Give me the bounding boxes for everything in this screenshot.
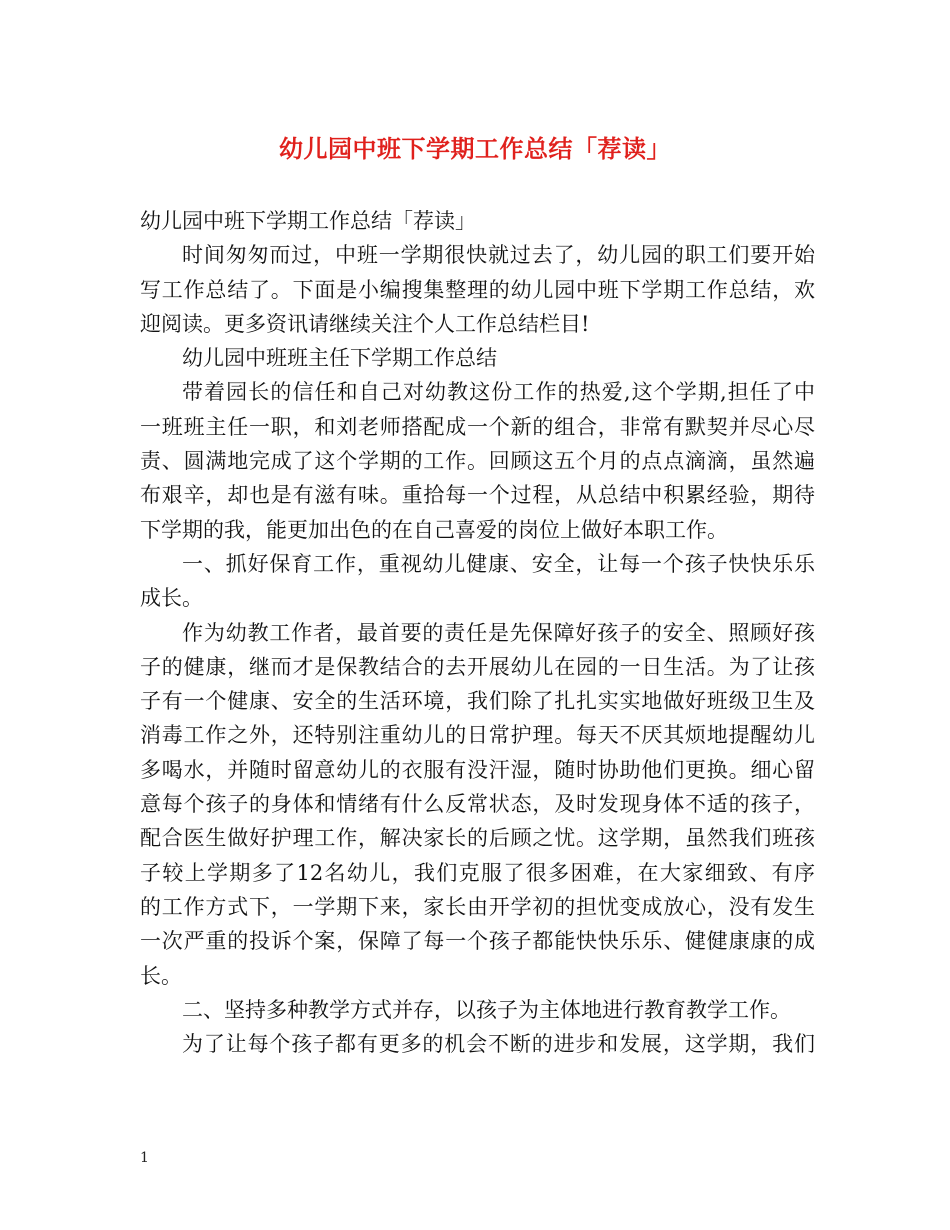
paragraph-line: 子有一个健康、安全的生活环境，我们除了扎扎实实地做好班级卫生及 [140, 689, 815, 714]
paragraph-line: 布艰辛，却也是有滋有味。重拾每一个过程，从总结中积累经验，期待 [140, 483, 815, 508]
section-heading-line: 成长。 [140, 586, 203, 611]
paragraph-line: 的工作方式下，一学期下来，家长由开学初的担忧变成放心，没有发生 [140, 894, 815, 919]
paragraph-line: 子的健康，继而才是保教结合的去开展幼儿在园的一日生活。为了让孩 [140, 654, 815, 679]
subtitle-line: 幼儿园中班下学期工作总结「荐读」 [140, 209, 476, 233]
paragraph-line: 时间匆匆而过，中班一学期很快就过去了，幼儿园的职工们要开始 [182, 243, 815, 268]
section-heading-line: 幼儿园中班班主任下学期工作总结 [182, 346, 497, 371]
paragraph-line: 下学期的我，能更加出色的在自己喜爱的岗位上做好本职工作。 [140, 517, 728, 542]
paragraph-line: 意每个孩子的身体和情绪有什么反常状态，及时发现身体不适的孩子， [140, 792, 815, 817]
paragraph-line: 为了让每个孩子都有更多的机会不断的进步和发展，这学期，我们 [182, 1032, 815, 1057]
paragraph-line: 带着园长的信任和自己对幼教这份工作的热爱,这个学期,担任了中 [182, 380, 815, 405]
paragraph-line: 一次严重的投诉个案，保障了每一个孩子都能快快乐乐、健健康康的成 [140, 929, 815, 954]
paragraph-line: 写工作总结了。下面是小编搜集整理的幼儿园中班下学期工作总结，欢 [140, 277, 815, 302]
paragraph-line: 作为幼教工作者，最首要的责任是先保障好孩子的安全、照顾好孩 [182, 620, 815, 645]
paragraph-line: 长。 [140, 963, 182, 988]
paragraph-line: 配合医生做好护理工作，解决家长的后顾之忧。这学期，虽然我们班孩 [140, 826, 815, 851]
document-title: 幼儿园中班下学期工作总结「荐读」 [279, 134, 671, 163]
paragraph-line: 多喝水，并随时留意幼儿的衣服有没汗湿，随时协助他们更换。细心留 [140, 757, 815, 782]
paragraph-line: 消毒工作之外，还特别注重幼儿的日常护理。每天不厌其烦地提醒幼儿 [140, 723, 815, 748]
paragraph-line: 一班班主任一职，和刘老师搭配成一个新的组合，非常有默契并尽心尽 [140, 414, 815, 439]
section-heading-line: 一、抓好保育工作，重视幼儿健康、安全，让每一个孩子快快乐乐 [182, 551, 815, 576]
document-body [140, 204, 815, 1061]
paragraph-line: 责、圆满地完成了这个学期的工作。回顾这五个月的点点滴滴，虽然遍 [140, 449, 815, 474]
paragraph-line: 子较上学期多了12名幼儿，我们克服了很多困难，在大家细致、有序 [140, 860, 815, 885]
page-number: 1 [140, 1150, 149, 1166]
section-heading-line: 二、坚持多种教学方式并存，以孩子为主体地进行教育教学工作。 [182, 997, 791, 1022]
paragraph-line: 迎阅读。更多资讯请继续关注个人工作总结栏目! [140, 311, 590, 336]
